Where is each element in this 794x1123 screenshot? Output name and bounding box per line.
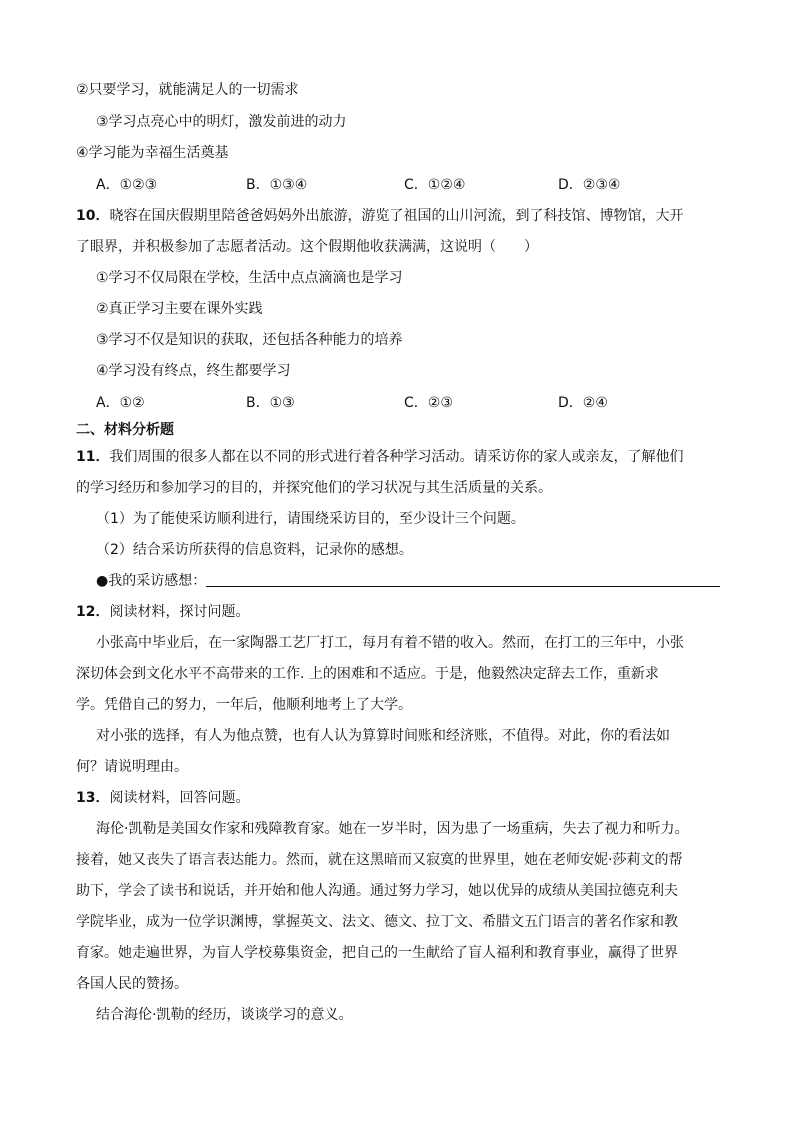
q11-answer-blank[interactable]: [206, 572, 720, 587]
q13-paragraph-line-2: 接着，她又丧失了语言表达能力。然而，就在这黑暗而又寂寞的世界里，她在老师安妮·莎莉文的帮: [76, 852, 683, 868]
q11-sub-question-2: （2）结合采访所获得的信息资料，记录你的感想。: [96, 542, 413, 558]
q13-paragraph-line-3: 助下，学会了读书和说话，并开始和他人沟通。通过努力学习，她以优异的成绩从美国拉德克利夫: [76, 883, 678, 899]
q9-option-b: B．①③④: [246, 177, 308, 193]
q9-option-c: C．①②④: [404, 177, 466, 193]
q10-option-a: A．①②: [96, 395, 145, 411]
q10-stem-text: 晓容在国庆假期里陪爸爸妈妈外出旅游，游览了祖国的山川河流，到了科技馆、博物馆，大开: [109, 208, 684, 224]
q10-stem-line-2: 了眼界，并积极参加了志愿者活动。这个假期他收获满满，这说明（ ）: [76, 239, 538, 255]
q11-number: 11．: [76, 449, 110, 465]
q9-statement-3: ③学习点亮心中的明灯，激发前进的动力: [96, 114, 347, 130]
q10-statement-4: ④学习没有终点，终生都要学习: [96, 363, 291, 379]
q12-paragraph-line-2: 深切体会到文化水平不高带来的工作. 上的困难和不适应。于是，他毅然决定辞去工作，重新求: [76, 666, 659, 682]
q11-stem-line-2: 的学习经历和参加学习的目的，并探究他们的学习状况与其生活质量的关系。: [76, 480, 552, 496]
q13-number: 13．: [76, 790, 110, 806]
section-title: 二、材料分析题: [76, 422, 174, 438]
q13-prompt: 结合海伦·凯勒的经历，谈谈学习的意义。: [96, 1007, 353, 1023]
q10-option-d: D．②④: [558, 395, 608, 411]
q12-number: 12．: [76, 604, 110, 620]
q9-options: [96, 175, 716, 195]
q10-number: 10．: [76, 208, 110, 224]
q10-statement-1: ①学习不仅局限在学校，生活中点点滴滴也是学习: [96, 270, 403, 286]
q9-option-a: A．①②③: [96, 177, 158, 193]
q9-statement-2: ②只要学习，就能满足人的一切需求: [76, 82, 299, 98]
q11-feeling-row: [96, 571, 720, 591]
q11-feeling-label: ●我的采访感想：: [96, 573, 207, 589]
q13-title: 阅读材料，回答问题。: [109, 790, 250, 806]
q9-statement-4: ④学习能为幸福生活奠基: [76, 145, 229, 161]
q12-paragraph-line-3: 学。凭借自己的努力，一年后，他顺利地考上了大学。: [76, 697, 412, 713]
q10-stem-line-1: [76, 206, 683, 226]
q10-option-c: C．②③: [404, 395, 453, 411]
q10-option-b: B．①③: [246, 395, 295, 411]
q13-paragraph-line-4: 学院毕业，成为一位学识渊博，掌握英文、法文、德文、拉丁文、希腊文五门语言的著名作家和教: [76, 914, 678, 930]
q11-stem-text: 我们周围的很多人都在以不同的形式进行着各种学习活动。请采访你的家人或亲友，了解他们: [109, 449, 684, 465]
q10-statement-2: ②真正学习主要在课外实践: [96, 301, 263, 317]
q13-title-line: [76, 788, 249, 808]
q12-paragraph-line-5: 何？请说明理由。: [76, 759, 188, 775]
q9-option-d: D．②③④: [558, 177, 621, 193]
q10-statement-3: ③学习不仅是知识的获取，还包括各种能力的培养: [96, 332, 403, 348]
q13-paragraph-line-6: 各国人民的赞扬。: [76, 976, 188, 992]
q11-stem-line-1: [76, 447, 683, 467]
q12-title: 阅读材料，探讨问题。: [109, 604, 250, 620]
q13-paragraph-line-1: 海伦·凯勒是美国女作家和残障教育家。她在一岁半时，因为患了一场重病，失去了视力和听力。: [96, 821, 689, 837]
q12-paragraph-line-1: 小张高中毕业后，在一家陶器工艺厂打工，每月有着不错的收入。然而，在打工的三年中，小张: [96, 635, 684, 651]
q13-paragraph-line-5: 育家。她走遍世界，为盲人学校募集资金，把自己的一生献给了盲人福利和教育事业，赢得了世界: [76, 945, 678, 961]
q11-sub-question-1: （1）为了能使采访顺利进行，请围绕采访目的，至少设计三个问题。: [96, 511, 525, 527]
q12-paragraph-line-4: 对小张的选择，有人为他点赞，也有人认为算算时间账和经济账，不值得。对此，你的看法如: [96, 728, 670, 744]
q12-title-line: [76, 602, 249, 622]
q10-options: [96, 393, 716, 413]
